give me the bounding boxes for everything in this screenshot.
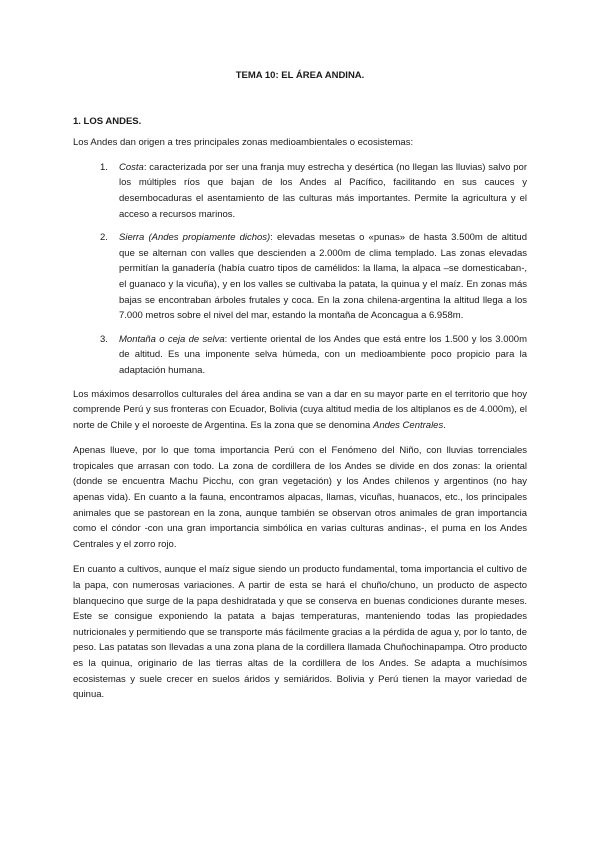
list-item-text: : vertiente oriental de los Andes que está entre los 1.500 y los 3.000m de altitud. Es una imponente selva húmeda, con un medioambiente poco propicio para la adaptación humana. [119, 333, 527, 376]
list-item-term: Montaña o ceja de selva [119, 333, 225, 345]
list-item [73, 332, 527, 379]
list-item-number: 3. [100, 333, 108, 345]
paragraph-crops: En cuanto a cultivos, aunque el maíz sigue siendo un producto fundamental, toma importancia el cultivo de la papa, con numerosas variaciones. A partir de esta se hará el chuño/chuno, un producto de aspecto blanquecino que surge de la papa deshidratada y que se conserva en buenas condiciones durante meses. Este se consigue exponiendo la patata a bajas temperaturas, manteniendo todas las propiedades nutricionales y permitiendo que se transporte más fácilmente gracias a la pérdida de agua y, por lo tanto, de peso. Las patatas son llevadas a una zona plana de la cordillera llamada Chuñochinapampa. Otro producto es la quinua, originario de las tierras altas de la cordillera de los Andes. Se adapta a muchísimos ecosistemas y suele crecer en suelos áridos y semiáridos. Bolivia y Perú tienen la mayor variedad de quinua. [73, 564, 527, 701]
paragraph-emphasis: Andes Centrales [372, 419, 444, 431]
list-item-term: Sierra (Andes propiamente dichos) [119, 232, 271, 244]
ecosystem-list [73, 160, 527, 379]
list-item-number: 1. [100, 161, 108, 173]
paragraph-end: . [443, 419, 446, 431]
list-item-text: : caracterizada por ser una franja muy estrecha y desértica (no llegan las lluvias) salvo por los múltiples ríos que bajan de los Andes al Pacífico, facilitando en sus cauces y desembocaduras el asentamiento de las culturas más importantes. Permite la agricultura y el acceso a recursos marinos. [119, 161, 527, 220]
list-item-term: Costa [119, 161, 144, 173]
list-item [73, 160, 527, 222]
section-heading: 1. LOS ANDES. [73, 115, 142, 127]
list-item [73, 230, 527, 324]
paragraph-central-andes [73, 387, 527, 434]
paragraph-climate-fauna: Apenas llueve, por lo que toma importancia Perú con el Fenómeno del Niño, con lluvias torrenciales tropicales que arrasan con todo. La zona de cordillera de los Andes se divide en dos zonas: la oriental (donde se encuentra Machu Picchu, con gran vegetación) y los Andes chilenos y argentinos (no hay apenas vida). En cuanto a la fauna, encontramos alpacas, llamas, vicuñas, huanacos, etc., los principales animales que se pastorean en la zona, aunque también se observan otros animales de gran importancia como el cóndor -con una gran importancia simbólica en varias culturas andinas-, el puma en los Andes Centrales y el zorro rojo. [73, 445, 527, 550]
paragraph-text: Los máximos desarrollos culturales del área andina se van a dar en su mayor parte en el territorio que hoy comprende Perú y sus fronteras con Ecuador, Bolivia (cuya altitud media de los altiplanos es de 4.000m), el norte de Chile y el noroeste de Argentina. Es la zona que se denomina [73, 388, 527, 431]
document-title: TEMA 10: EL ÁREA ANDINA. [235, 70, 365, 81]
list-item-number: 2. [100, 232, 108, 244]
list-item-text: : elevadas mesetas o «punas» de hasta 3.500m de altitud que se alternan con valles que descienden a 2.000m de clima templado. Las zonas elevadas permitían la ganadería (había cuatro tipos de camélidos: la llama, la alpaca –se domesticaban-, el guanaco y la vicuña), y en los valles se cultivaba la patata, la quinua y el maíz. En zonas más bajas se encontraban árboles frutales y coca. En la zona chilena-argentina la altitud llega a los 7.000 metros sobre el nivel del mar, estando la montaña de Aconcagua a 6.958m. [119, 232, 527, 322]
section-intro: Los Andes dan origen a tres principales zonas medioambientales o ecosistemas: [73, 137, 414, 149]
